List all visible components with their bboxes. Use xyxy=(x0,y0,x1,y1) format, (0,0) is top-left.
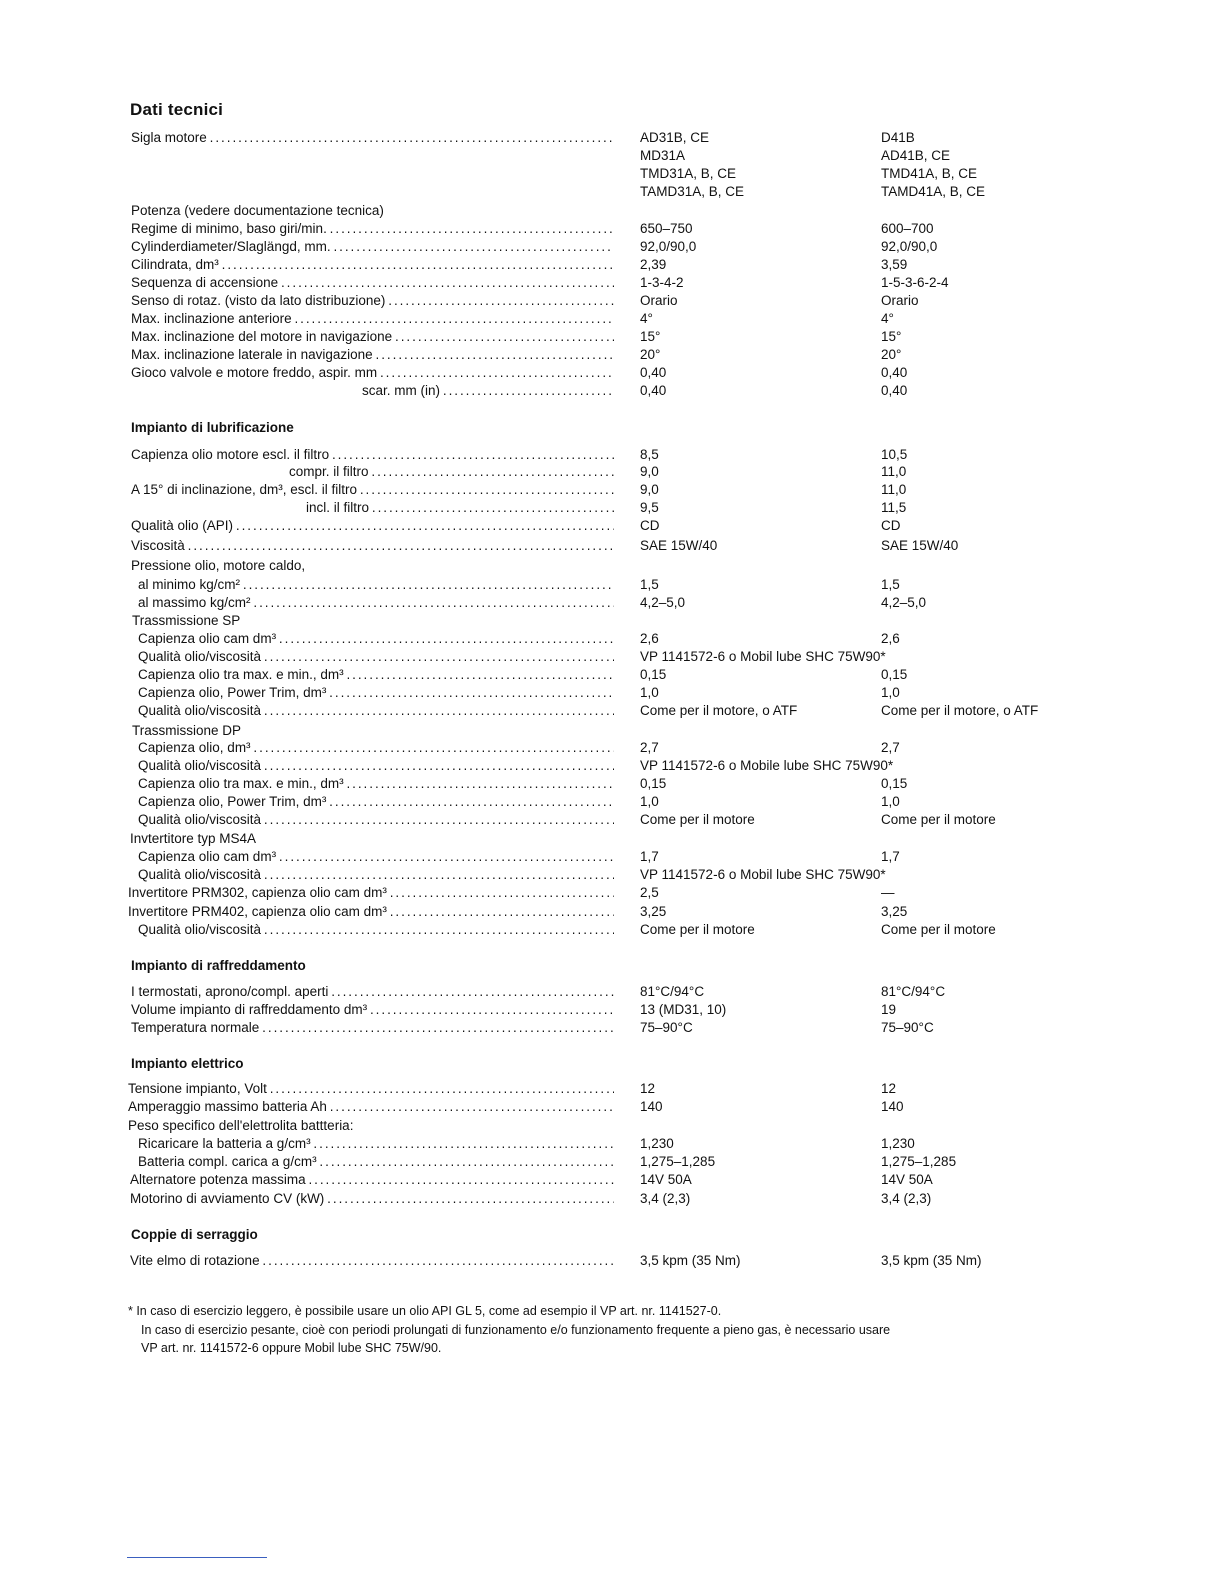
spec-value-col1: CD xyxy=(640,518,660,533)
spec-row xyxy=(0,594,1224,612)
spec-value-col1: 4° xyxy=(640,311,653,326)
spec-value-col2: Come per il motore xyxy=(881,812,996,827)
section-heading: Impianto di lubrificazione xyxy=(131,420,294,435)
spec-value-col2: 0,40 xyxy=(881,383,908,398)
spec-row xyxy=(0,630,1224,648)
spec-value-col2: 4° xyxy=(881,311,894,326)
spec-label: Motorino di avviamento CV (kW) . . . xyxy=(130,1190,614,1208)
spec-value-col1: 4,2–5,0 xyxy=(640,595,686,610)
spec-row xyxy=(0,884,1224,902)
spec-row xyxy=(0,576,1224,594)
spec-row xyxy=(0,793,1224,811)
spec-row xyxy=(0,537,1224,555)
spec-row xyxy=(0,957,1224,975)
spec-label: Sequenza di accensione . . . xyxy=(131,274,614,292)
footnote-line-3: VP art. nr. 1141572-6 oppure Mobil lube SHC 75W/90. xyxy=(141,1341,442,1355)
spec-label: Qualità olio/viscosità . . . xyxy=(138,757,614,775)
spec-row xyxy=(0,1055,1224,1073)
spec-value-col2: Orario xyxy=(881,293,919,308)
spec-label: Ricaricare la batteria a g/cm³ . . . xyxy=(138,1135,614,1153)
spec-row xyxy=(0,274,1224,292)
spec-label: I termostati, aprono/compl. aperti . . . xyxy=(131,983,614,1001)
spec-value-col2: 3,25 xyxy=(881,904,908,919)
spec-value-col2: TAMD41A, B, CE xyxy=(881,184,986,199)
spec-label: Qualità olio/viscosità . . . xyxy=(138,921,614,939)
spec-value-col1: 15° xyxy=(640,329,661,344)
spec-label: al minimo kg/cm² . . . xyxy=(138,576,614,594)
spec-row xyxy=(0,202,1224,220)
spec-row xyxy=(0,757,1224,775)
spec-label: Potenza (vedere documentazione tecnica) xyxy=(131,203,384,218)
spec-label: Sigla motore . . . xyxy=(131,129,614,147)
spec-value-col1: 0,40 xyxy=(640,365,667,380)
spec-label: Capienza olio tra max. e min., dm³ . . . xyxy=(138,666,614,684)
spec-label: Trassmissione DP xyxy=(132,723,242,738)
spec-label: Max. inclinazione anteriore . . . xyxy=(131,310,614,328)
spec-value-col1: 1,275–1,285 xyxy=(640,1154,716,1169)
spec-value-col1: Come per il motore, o ATF xyxy=(640,703,798,718)
footnote-line-1: * In caso di esercizio leggero, è possibile usare un olio API GL 5, come ad esempio il VP art. nr. 1141527-0. xyxy=(128,1304,722,1318)
spec-label: Capienza olio cam dm³ . . . xyxy=(138,848,614,866)
spec-value-col1: 3,4 (2,3) xyxy=(640,1191,691,1206)
spec-row xyxy=(0,1098,1224,1116)
spec-row xyxy=(0,666,1224,684)
spec-label: al massimo kg/cm² . . . xyxy=(138,594,614,612)
spec-row xyxy=(0,1252,1224,1270)
spec-label: Capienza olio tra max. e min., dm³ . . . xyxy=(138,775,614,793)
spec-row xyxy=(0,481,1224,499)
spec-row xyxy=(0,1226,1224,1244)
section-heading: Impianto di raffreddamento xyxy=(131,958,306,973)
spec-label: Invertitore PRM302, capienza olio cam dm³ . . . xyxy=(128,884,614,902)
spec-value-col1: 2,5 xyxy=(640,885,659,900)
spec-value-col2: TMD41A, B, CE xyxy=(881,166,978,181)
spec-value-col2: 75–90°C xyxy=(881,1020,934,1035)
spec-value-col1: Come per il motore xyxy=(640,922,755,937)
spec-row xyxy=(0,739,1224,757)
spec-value-col2: 0,15 xyxy=(881,776,908,791)
section-heading: Coppie di serraggio xyxy=(131,1227,258,1242)
spec-value-col1: SAE 15W/40 xyxy=(640,538,718,553)
spec-value-col1: 8,5 xyxy=(640,447,659,462)
spec-value-col1: 9,0 xyxy=(640,464,659,479)
spec-value-col1: 2,7 xyxy=(640,740,659,755)
spec-label: Cylinderdiameter/Slaglängd, mm. . . . xyxy=(131,238,614,256)
spec-label: Capienza olio, Power Trim, dm³ . . . xyxy=(138,793,614,811)
spec-value-col1: 1-3-4-2 xyxy=(640,275,684,290)
spec-row xyxy=(0,419,1224,437)
spec-value-col1: 20° xyxy=(640,347,661,362)
spec-value-col2: 0,40 xyxy=(881,365,908,380)
spec-value-col2: 11,5 xyxy=(881,500,907,515)
spec-value-col1: 650–750 xyxy=(640,221,693,236)
spec-row xyxy=(0,722,1224,740)
spec-value-col2: 1,0 xyxy=(881,685,900,700)
spec-value-col2: 1,230 xyxy=(881,1136,915,1151)
spec-value-col1: 1,0 xyxy=(640,794,659,809)
spec-label: Pressione olio, motore caldo, xyxy=(131,558,306,573)
spec-value-col2: 0,15 xyxy=(881,667,908,682)
spec-value-col2: 12 xyxy=(881,1081,897,1096)
page-title: Dati tecnici xyxy=(130,100,224,119)
spec-value-col1: 92,0/90,0 xyxy=(640,239,697,254)
spec-value-col1: VP 1141572-6 o Mobile lube SHC 75W90* xyxy=(640,758,894,773)
spec-value-col2: 11,0 xyxy=(881,482,907,497)
spec-row xyxy=(0,446,1224,464)
spec-label: Invtertitore typ MS4A xyxy=(130,831,257,846)
spec-value-col2: 14V 50A xyxy=(881,1172,933,1187)
spec-value-col1: TAMD31A, B, CE xyxy=(640,184,745,199)
spec-value-col1: Orario xyxy=(640,293,678,308)
spec-label: Vite elmo di rotazione . . . xyxy=(130,1252,614,1270)
spec-row xyxy=(0,1019,1224,1037)
spec-label: Max. inclinazione laterale in navigazione . . . xyxy=(131,346,614,364)
spec-label: Qualità olio/viscosità . . . xyxy=(138,648,614,666)
spec-label: Alternatore potenza massima . . . xyxy=(130,1171,614,1189)
spec-value-col1: 81°C/94°C xyxy=(640,984,705,999)
spec-label: Temperatura normale . . . xyxy=(131,1019,614,1037)
footer-rule xyxy=(127,1557,267,1558)
spec-row xyxy=(0,220,1224,238)
spec-value-col2: 20° xyxy=(881,347,902,362)
spec-row xyxy=(0,517,1224,535)
spec-label: A 15° di inclinazione, dm³, escl. il filtro . . . xyxy=(131,481,614,499)
spec-value-col2: 3,5 kpm (35 Nm) xyxy=(881,1253,982,1268)
spec-value-col2: 19 xyxy=(881,1002,897,1017)
spec-label: scar. mm (in) . . . xyxy=(362,382,614,400)
spec-label: Capienza olio cam dm³ . . . xyxy=(138,630,614,648)
spec-value-col1: 13 (MD31, 10) xyxy=(640,1002,727,1017)
spec-row xyxy=(0,684,1224,702)
spec-value-col2: CD xyxy=(881,518,901,533)
spec-row xyxy=(0,328,1224,346)
spec-value-col1: 12 xyxy=(640,1081,656,1096)
spec-row xyxy=(0,903,1224,921)
spec-row xyxy=(0,866,1224,884)
spec-row xyxy=(0,463,1224,481)
spec-row xyxy=(0,1117,1224,1135)
spec-value-col1: VP 1141572-6 o Mobil lube SHC 75W90* xyxy=(640,867,886,882)
spec-label: Capienza olio, dm³ . . . xyxy=(138,739,614,757)
spec-label: Qualità olio/viscosità . . . xyxy=(138,811,614,829)
spec-label: Capienza olio, Power Trim, dm³ . . . xyxy=(138,684,614,702)
spec-label: Batteria compl. carica a g/cm³ . . . xyxy=(138,1153,614,1171)
spec-row xyxy=(0,183,1224,201)
spec-value-col2: 3,4 (2,3) xyxy=(881,1191,932,1206)
spec-label: Peso specifico dell'elettrolita battteria: xyxy=(128,1118,354,1133)
spec-value-col1: 75–90°C xyxy=(640,1020,693,1035)
spec-value-col2: 15° xyxy=(881,329,902,344)
spec-row xyxy=(0,921,1224,939)
spec-value-col2: 2,6 xyxy=(881,631,900,646)
spec-value-col1: 9,5 xyxy=(640,500,659,515)
spec-value-col1: 2,39 xyxy=(640,257,667,272)
spec-value-col1: MD31A xyxy=(640,148,686,163)
footnote-line-2: In caso di esercizio pesante, cioè con periodi prolungati di funzionamento e/o funzionamento frequente a pieno gas, è necessario usare xyxy=(141,1323,891,1337)
spec-value-col2: AD41B, CE xyxy=(881,148,951,163)
spec-value-col1: 1,230 xyxy=(640,1136,674,1151)
spec-label: incl. il filtro . . . xyxy=(306,499,614,517)
spec-value-col2: 3,59 xyxy=(881,257,908,272)
spec-label: Qualità olio (API) . . . xyxy=(131,517,614,535)
spec-value-col1: 1,5 xyxy=(640,577,659,592)
spec-value-col2: 11,0 xyxy=(881,464,907,479)
spec-row xyxy=(0,702,1224,720)
spec-value-col1: 0,15 xyxy=(640,667,667,682)
spec-row xyxy=(0,147,1224,165)
spec-row xyxy=(0,364,1224,382)
spec-label: compr. il filtro . . . xyxy=(289,463,614,481)
spec-row xyxy=(0,499,1224,517)
spec-value-col1: 3,5 kpm (35 Nm) xyxy=(640,1253,741,1268)
spec-label: Gioco valvole e motore freddo, aspir. mm . . . xyxy=(131,364,614,382)
spec-value-col1: 140 xyxy=(640,1099,663,1114)
spec-value-col2: 1,0 xyxy=(881,794,900,809)
spec-label: Cilindrata, dm³ . . . xyxy=(131,256,614,274)
spec-row xyxy=(0,557,1224,575)
spec-row xyxy=(0,830,1224,848)
section-heading: Impianto elettrico xyxy=(131,1056,244,1071)
spec-label: Senso di rotaz. (visto da lato distribuzione) . . . xyxy=(131,292,614,310)
spec-value-col1: 3,25 xyxy=(640,904,667,919)
spec-row xyxy=(0,382,1224,400)
spec-row xyxy=(0,1190,1224,1208)
spec-label: Trassmissione SP xyxy=(132,613,241,628)
spec-value-col1: 9,0 xyxy=(640,482,659,497)
spec-value-col2: Come per il motore, o ATF xyxy=(881,703,1039,718)
spec-value-col1: 1,7 xyxy=(640,849,659,864)
spec-row xyxy=(0,1001,1224,1019)
spec-value-col2: 1-5-3-6-2-4 xyxy=(881,275,949,290)
spec-row xyxy=(0,612,1224,630)
spec-value-col2: SAE 15W/40 xyxy=(881,538,959,553)
spec-label: Qualità olio/viscosità . . . xyxy=(138,702,614,720)
spec-value-col1: TMD31A, B, CE xyxy=(640,166,737,181)
spec-row xyxy=(0,1171,1224,1189)
spec-row xyxy=(0,648,1224,666)
spec-value-col2: 1,275–1,285 xyxy=(881,1154,957,1169)
spec-row xyxy=(0,775,1224,793)
spec-row xyxy=(0,346,1224,364)
spec-value-col2: 2,7 xyxy=(881,740,900,755)
spec-label: Amperaggio massimo batteria Ah . . . xyxy=(128,1098,614,1116)
spec-row xyxy=(0,256,1224,274)
spec-row xyxy=(0,1080,1224,1098)
spec-value-col2: D41B xyxy=(881,130,915,145)
spec-value-col1: Come per il motore xyxy=(640,812,755,827)
spec-row xyxy=(0,292,1224,310)
spec-value-col1: AD31B, CE xyxy=(640,130,710,145)
spec-value-col2: 1,7 xyxy=(881,849,900,864)
spec-value-col1: 0,15 xyxy=(640,776,667,791)
spec-label: Capienza olio motore escl. il filtro . . . xyxy=(131,446,614,464)
spec-label: Tensione impianto, Volt . . . xyxy=(128,1080,614,1098)
spec-value-col2: 81°C/94°C xyxy=(881,984,946,999)
spec-row xyxy=(0,165,1224,183)
spec-label: Regime di minimo, baso giri/min. . . . xyxy=(131,220,614,238)
spec-label: Max. inclinazione del motore in navigazione . . . xyxy=(131,328,614,346)
spec-row xyxy=(0,1135,1224,1153)
spec-value-col2: 4,2–5,0 xyxy=(881,595,927,610)
spec-value-col2: — xyxy=(881,885,895,900)
spec-label: Volume impianto di raffreddamento dm³ . . . xyxy=(131,1001,614,1019)
spec-row xyxy=(0,238,1224,256)
spec-row xyxy=(0,310,1224,328)
spec-row xyxy=(0,811,1224,829)
spec-value-col1: 1,0 xyxy=(640,685,659,700)
spec-value-col1: 14V 50A xyxy=(640,1172,692,1187)
spec-value-col2: 600–700 xyxy=(881,221,934,236)
spec-row xyxy=(0,1153,1224,1171)
spec-label: Viscosità . . . xyxy=(131,537,614,555)
spec-value-col1: VP 1141572-6 o Mobil lube SHC 75W90* xyxy=(640,649,886,664)
spec-row xyxy=(0,129,1224,147)
spec-value-col2: 1,5 xyxy=(881,577,900,592)
spec-row xyxy=(0,848,1224,866)
spec-row xyxy=(0,983,1224,1001)
spec-value-col2: 10,5 xyxy=(881,447,908,462)
spec-value-col2: Come per il motore xyxy=(881,922,996,937)
spec-value-col2: 140 xyxy=(881,1099,904,1114)
spec-label: Qualità olio/viscosità . . . xyxy=(138,866,614,884)
spec-value-col1: 2,6 xyxy=(640,631,659,646)
spec-value-col2: 92,0/90,0 xyxy=(881,239,938,254)
spec-value-col1: 0,40 xyxy=(640,383,667,398)
spec-label: Invertitore PRM402, capienza olio cam dm³ . . . xyxy=(128,903,614,921)
